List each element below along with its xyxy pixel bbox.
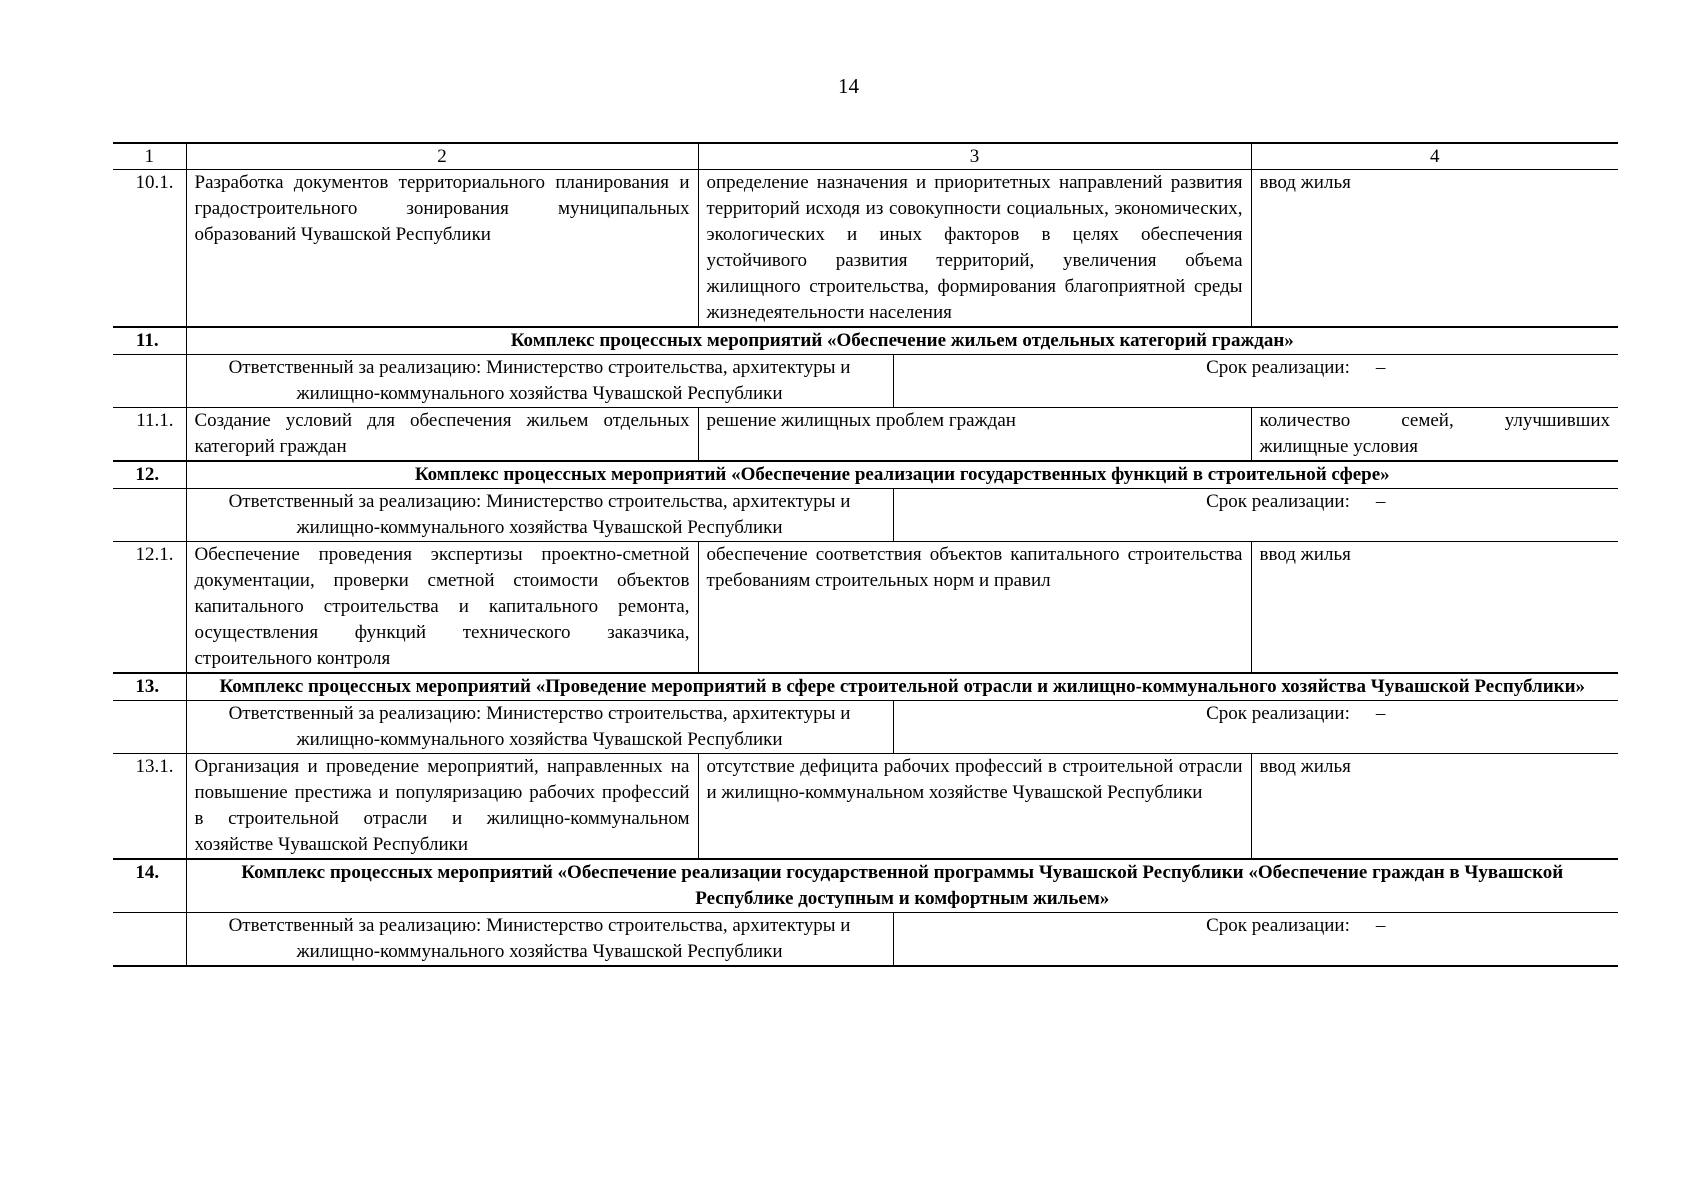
table-row-11-1 xyxy=(113,408,1618,462)
term-label: Срок реализации: xyxy=(1206,357,1350,378)
section-row-14 xyxy=(113,859,1618,913)
section-title: Комплекс процессных мероприятий «Проведение мероприятий в сфере строительной отрасли и жилищно-коммунального хозяйства Чувашской Республики» xyxy=(186,673,1618,701)
measure-name: Разработка документов территориального планирования и градостроительного зонирования муниципальных образований Чувашской Республики xyxy=(186,170,698,328)
measure-indicator: ввод жилья xyxy=(1251,542,1618,674)
column-header-4: 4 xyxy=(1251,143,1618,170)
term xyxy=(894,355,1619,407)
empty-cell xyxy=(113,489,186,542)
term-value: – xyxy=(1375,703,1386,724)
section-title: Комплекс процессных мероприятий «Обеспечение реализации государственной программы Чувашской Республики «Обеспечение граждан в Чувашской Республике доступным и комфортным жильем» xyxy=(186,859,1618,913)
responsible-text: Ответственный за реализацию: Министерство строительства, архитектуры и жилищно-коммунального хозяйства Чувашской Республики xyxy=(187,701,894,753)
measure-name: Создание условий для обеспечения жильем отдельных категорий граждан xyxy=(186,408,698,462)
section-title: Комплекс процессных мероприятий «Обеспечение жильем отдельных категорий граждан» xyxy=(186,327,1618,355)
measures-table xyxy=(113,142,1618,967)
term-value: – xyxy=(1375,491,1386,512)
page-number: 14 xyxy=(838,74,859,98)
measure-indicator: ввод жилья xyxy=(1251,754,1618,860)
section-title: Комплекс процессных мероприятий «Обеспечение реализации государственных функций в строительной сфере» xyxy=(186,461,1618,489)
term-label: Срок реализации: xyxy=(1206,915,1350,936)
responsible-row-12 xyxy=(113,489,1618,542)
term-label: Срок реализации: xyxy=(1206,703,1350,724)
responsible-row-13 xyxy=(113,701,1618,754)
responsible-cell xyxy=(186,489,1618,542)
term-label: Срок реализации: xyxy=(1206,491,1350,512)
table-row-10-1 xyxy=(113,170,1618,328)
responsible-cell xyxy=(186,701,1618,754)
column-header-3: 3 xyxy=(698,143,1251,170)
responsible-row-11 xyxy=(113,355,1618,408)
empty-cell xyxy=(113,701,186,754)
responsible-text: Ответственный за реализацию: Министерство строительства, архитектуры и жилищно-коммунального хозяйства Чувашской Республики xyxy=(187,913,894,965)
table-header-row xyxy=(113,143,1618,170)
section-number: 11. xyxy=(113,327,186,355)
responsible-text: Ответственный за реализацию: Министерство строительства, архитектуры и жилищно-коммунального хозяйства Чувашской Республики xyxy=(187,489,894,541)
measure-indicator: ввод жилья xyxy=(1251,170,1618,328)
term xyxy=(894,489,1619,541)
term xyxy=(894,913,1619,965)
section-number: 12. xyxy=(113,461,186,489)
empty-cell xyxy=(113,355,186,408)
section-row-12 xyxy=(113,461,1618,489)
responsible-cell xyxy=(186,355,1618,408)
measure-goal: определение назначения и приоритетных направлений развития территорий исходя из совокупности социальных, экономических, экологических и иных факторов в целях обеспечения устойчивого развития территорий, увеличения объема жилищного строительства, формирования благоприятной среды жизнедеятельности населения xyxy=(698,170,1251,328)
responsible-row-14 xyxy=(113,913,1618,967)
column-header-1: 1 xyxy=(113,143,186,170)
section-number: 13. xyxy=(113,673,186,701)
column-header-2: 2 xyxy=(186,143,698,170)
measure-name: Обеспечение проведения экспертизы проектно-сметной документации, проверки сметной стоимости объектов капитального строительства и капитального ремонта, осуществления функций технического заказчика, строительного контроля xyxy=(186,542,698,674)
row-number: 12.1. xyxy=(113,542,186,674)
measure-goal: решение жилищных проблем граждан xyxy=(698,408,1251,462)
section-row-13 xyxy=(113,673,1618,701)
term xyxy=(894,701,1619,753)
measure-goal: обеспечение соответствия объектов капитального строительства требованиям строительных норм и правил xyxy=(698,542,1251,674)
responsible-cell xyxy=(186,913,1618,967)
empty-cell xyxy=(113,913,186,967)
term-value: – xyxy=(1375,357,1386,378)
measure-indicator: количество семей, улучшивших жилищные условия xyxy=(1251,408,1618,462)
measure-goal: отсутствие дефицита рабочих профессий в строительной отрасли и жилищно-коммунальном хозяйстве Чувашской Республики xyxy=(698,754,1251,860)
row-number: 10.1. xyxy=(113,170,186,328)
table-row-12-1 xyxy=(113,542,1618,674)
measure-name: Организация и проведение мероприятий, направленных на повышение престижа и популяризацию рабочих профессий в строительной отрасли и жилищно-коммунальном хозяйстве Чувашской Республики xyxy=(186,754,698,860)
term-value: – xyxy=(1375,915,1386,936)
section-number: 14. xyxy=(113,859,186,913)
row-number: 13.1. xyxy=(113,754,186,860)
section-row-11 xyxy=(113,327,1618,355)
row-number: 11.1. xyxy=(113,408,186,462)
responsible-text: Ответственный за реализацию: Министерство строительства, архитектуры и жилищно-коммунального хозяйства Чувашской Республики xyxy=(187,355,894,407)
table-row-13-1 xyxy=(113,754,1618,860)
